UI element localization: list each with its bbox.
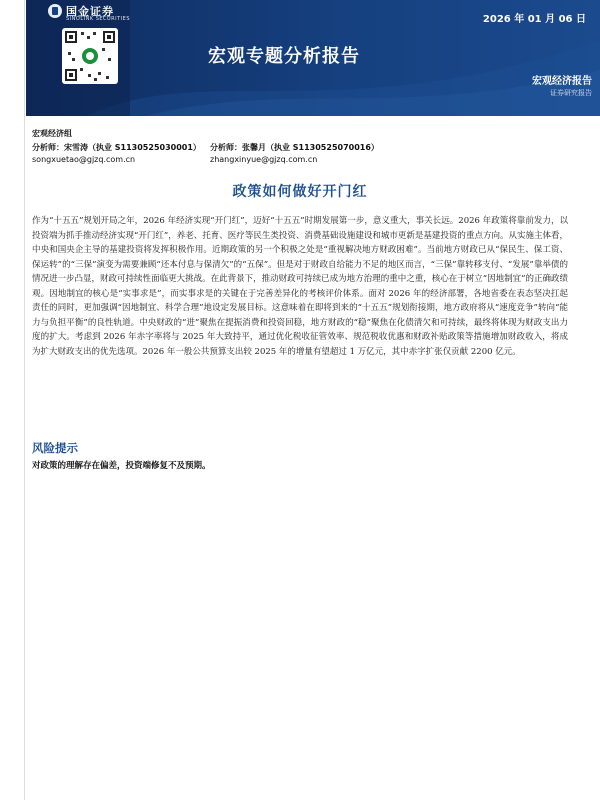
report-date: 2026 年 01 月 06 日 (482, 14, 586, 25)
analyst-2: 分析师：张馨月（执业 S1130525070016） (210, 143, 379, 152)
report-subcategory: 证券研究报告 (550, 89, 592, 97)
company-logo-icon (48, 4, 62, 18)
summary-paragraph: 作为“十五五”规划开局之年，2026 年经济实现“开门红”，迈好“十五五”时期发展第一步，意义重大，事关长远。2026 年政策将靠前发力，以投资端为抓手推动经济实现“开门红”，养老、托育、医疗等民生类投资、消费基础设施建设和城市更新是基建投资的重点方向。从实施主体看，中央和国央企主导的基建投资将发挥积极作用。近期政策的另一个积极之处是“重视解决地方财政困难”。当前地方财政已从“保民生、保工资、保运转”的“三保”演变为需要兼顾“还本付息与保清欠”的“五保”。但是对于财政自给能力不足的地区而言，“三保”靠转移支付、“发展”靠举债的情况进一步凸显，财政可持续性面临更大挑战。在此背景下，推动财政可持续已成为地方治理的重中之重，核心在于树立“因地制宜”的正确政绩观。因地制宜的核心是“实事求是”，而实事求是的关键在于完善差异化的考核评价体系。面对 2026 年的经济部署，各地省委在表态坚决扛起责任的同时，更加强调“因地制宜、科学合理”地设定发展目标。这意味着在即将到来的“十五五”规划衔接期，地方政府将从“速度竞争”转向“能力与负担平衡”的良性轨道。中央财政的“进”聚焦在提振消费和投资回稳，地方财政的“稳”聚焦在化债清欠和可持续，最终将体现为财政支出力度的扩大。考虑到 2026 年赤字率将与 2025 年大致持平，通过优化税收征管效率、规范税收优惠和财政补贴政策等措施增加财政收入，将成为扩大财政支出的优先选项。2026 年一般公共预算支出较 2025 年的增量有望超过 1 万亿元，其中赤字扩张仅贡献 2200 亿元。 (32, 216, 568, 357)
risk-text: 对政策的理解存在偏差，投资端修复不及预期。 (32, 461, 211, 471)
page-frame (24, 0, 600, 800)
company-name-cn: 国金证券 (66, 5, 114, 18)
research-group: 宏观经济组 (32, 129, 72, 138)
document-title: 政策如何做好开门红 (232, 184, 368, 200)
summary-body (32, 214, 568, 359)
analyst-1-email: songxuetao@gjzq.com.cn (32, 155, 136, 164)
qr-code-icon (62, 28, 118, 84)
report-category: 宏观经济报告 (532, 76, 592, 87)
risk-heading: 风险提示 (32, 441, 78, 455)
analyst-1: 分析师：宋雪涛（执业 S1130525030001） (32, 143, 201, 152)
report-header-banner (26, 0, 600, 116)
report-series-title: 宏观专题分析报告 (208, 46, 360, 67)
analyst-2-email: zhangxinyue@gjzq.com.cn (210, 155, 318, 164)
company-name-en: SINOLINK SECURITIES (66, 16, 130, 22)
